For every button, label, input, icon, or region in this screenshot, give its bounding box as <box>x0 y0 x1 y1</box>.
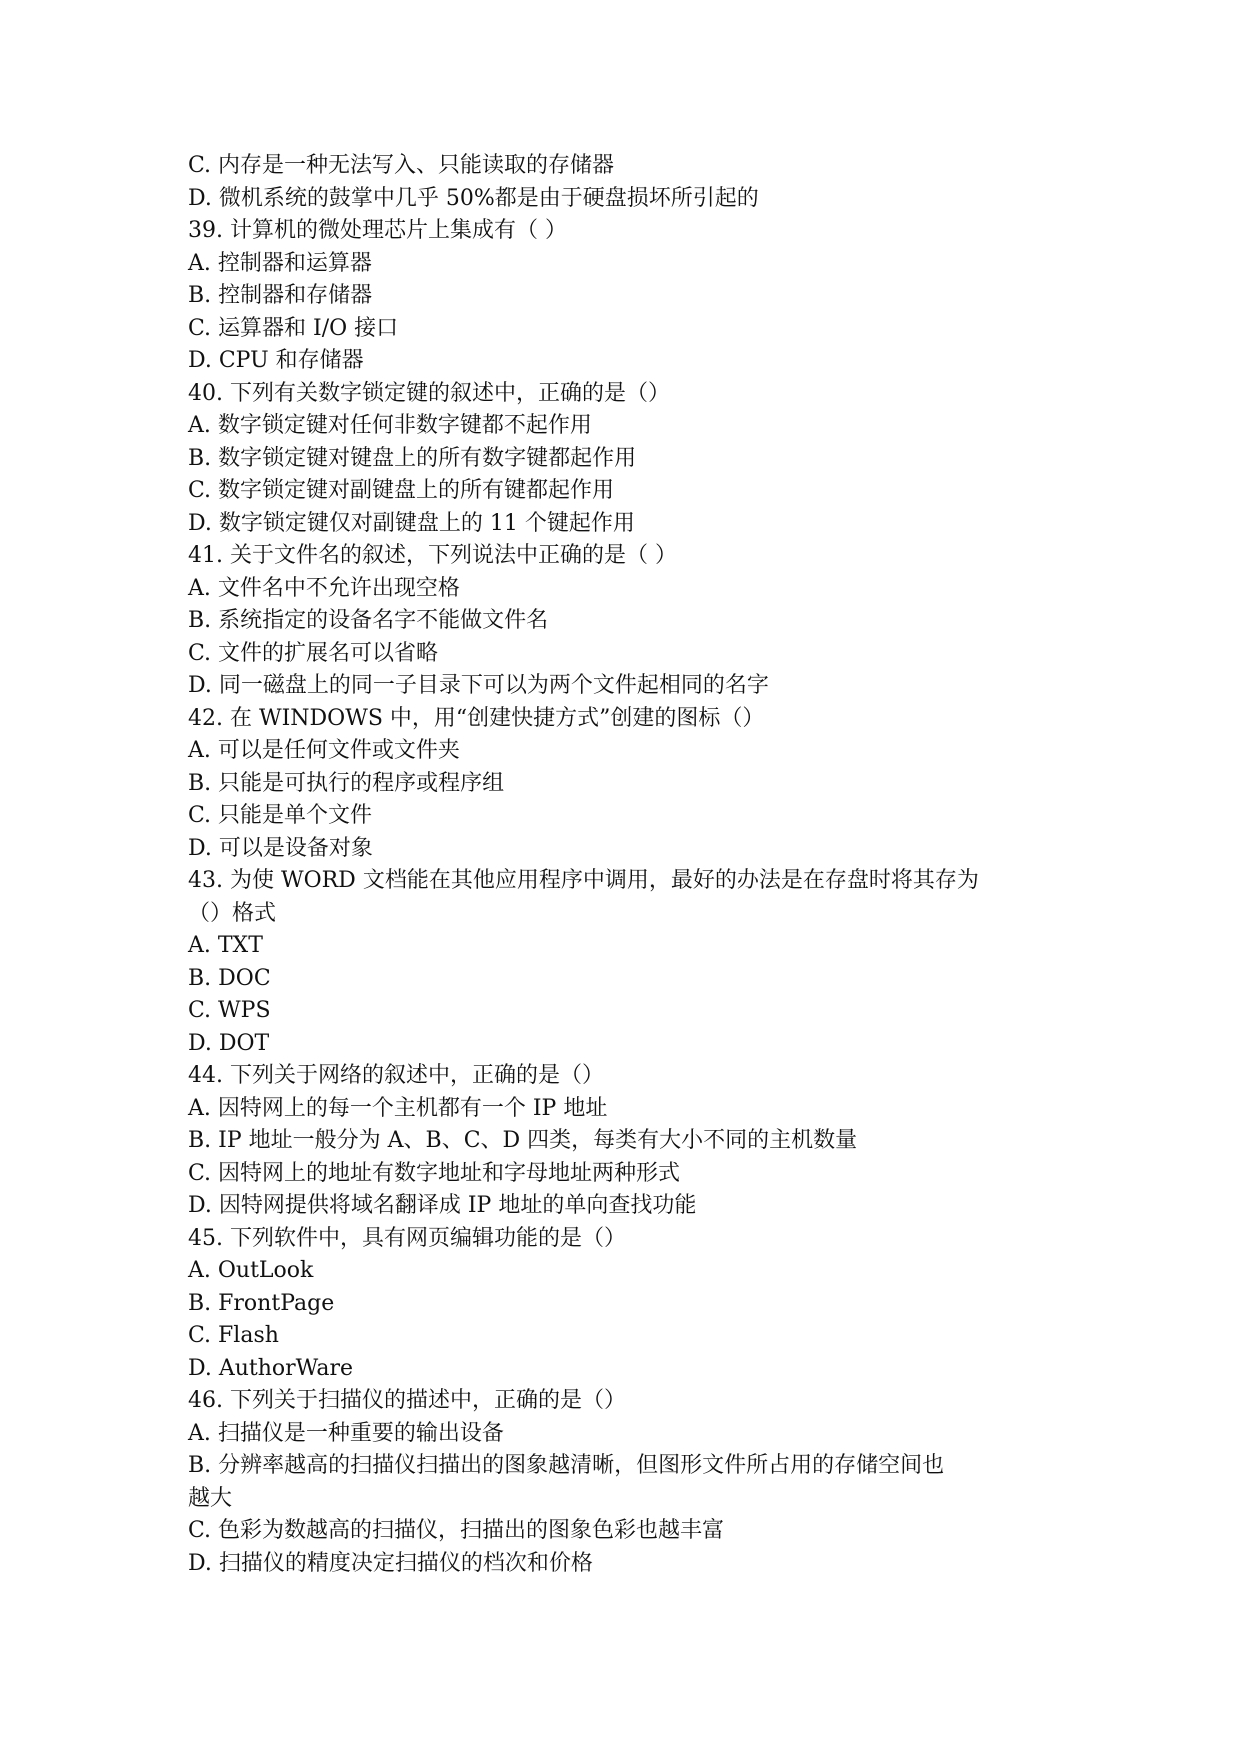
option-line: B. 分辨率越高的扫描仪扫描出的图象越清晰，但图形文件所占用的存储空间也 <box>188 1453 945 1478</box>
option-line: D. AuthorWare <box>188 1355 354 1381</box>
option-line: C. 运算器和 I/O 接口 <box>188 315 399 341</box>
option-line: C. 文件的扩展名可以省略 <box>188 640 439 666</box>
option-line: B. 数字锁定键对键盘上的所有数字键都起作用 <box>188 445 637 471</box>
option-line: C. Flash <box>188 1323 279 1348</box>
question-line: 45. 下列软件中，具有网页编辑功能的是（） <box>188 1225 626 1251</box>
option-line: D. DOT <box>188 1030 270 1056</box>
option-line: D. 可以是设备对象 <box>188 835 373 861</box>
option-line: B. 系统指定的设备名字不能做文件名 <box>188 608 549 633</box>
question-line: 39. 计算机的微处理芯片上集成有（ ） <box>188 218 567 243</box>
option-line: C. 因特网上的地址有数字地址和字母地址两种形式 <box>188 1160 681 1186</box>
option-line: C. 色彩为数越高的扫描仪，扫描出的图象色彩也越丰富 <box>188 1518 725 1543</box>
option-line: D. 微机系统的鼓掌中几乎 50%都是由于硬盘损坏所引起的 <box>188 185 759 211</box>
option-line: A. 文件名中不允许出现空格 <box>188 575 460 601</box>
option-line: C. 内存是一种无法写入、只能读取的存储器 <box>188 153 615 178</box>
option-line: A. OutLook <box>188 1258 314 1283</box>
option-line: D. 因特网提供将域名翻译成 IP 地址的单向查找功能 <box>188 1193 697 1218</box>
document-body <box>188 150 1058 1580</box>
question-line: 44. 下列关于网络的叙述中，正确的是（） <box>188 1063 604 1088</box>
option-line: A. TXT <box>188 933 263 958</box>
option-line: B. 控制器和存储器 <box>188 283 373 308</box>
option-line: A. 数字锁定键对任何非数字键都不起作用 <box>188 413 592 438</box>
question-line: 46. 下列关于扫描仪的描述中，正确的是（） <box>188 1388 626 1413</box>
option-line: B. FrontPage <box>188 1290 335 1316</box>
option-line-continued: 越大 <box>188 1485 233 1511</box>
option-line: D. 数字锁定键仅对副键盘上的 11 个键起作用 <box>188 510 635 536</box>
option-line: C. 数字锁定键对副键盘上的所有键都起作用 <box>188 478 615 503</box>
question-line-continued: （）格式 <box>188 900 277 926</box>
option-line: C. WPS <box>188 998 271 1023</box>
option-line: D. 同一磁盘上的同一子目录下可以为两个文件起相同的名字 <box>188 673 769 698</box>
option-line: D. 扫描仪的精度决定扫描仪的档次和价格 <box>188 1550 593 1576</box>
option-line: A. 控制器和运算器 <box>188 250 372 276</box>
question-line: 42. 在 WINDOWS 中，用“创建快捷方式”创建的图标（） <box>188 705 765 731</box>
option-line: A. 扫描仪是一种重要的输出设备 <box>188 1420 504 1446</box>
option-line: A. 可以是任何文件或文件夹 <box>188 738 460 763</box>
option-line: B. 只能是可执行的程序或程序组 <box>188 770 505 796</box>
option-line: D. CPU 和存储器 <box>188 348 364 373</box>
question-line: 41. 关于文件名的叙述，下列说法中正确的是（ ） <box>188 543 677 568</box>
option-line: B. IP 地址一般分为 A、B、C、D 四类，每类有大小不同的主机数量 <box>188 1128 858 1153</box>
option-line: B. DOC <box>188 965 271 991</box>
question-line: 43. 为使 WORD 文档能在其他应用程序中调用，最好的办法是在存盘时将其存为 <box>188 868 979 893</box>
option-line: C. 只能是单个文件 <box>188 803 373 828</box>
option-line: A. 因特网上的每一个主机都有一个 IP 地址 <box>188 1095 608 1121</box>
question-line: 40. 下列有关数字锁定键的叙述中，正确的是（） <box>188 380 670 406</box>
